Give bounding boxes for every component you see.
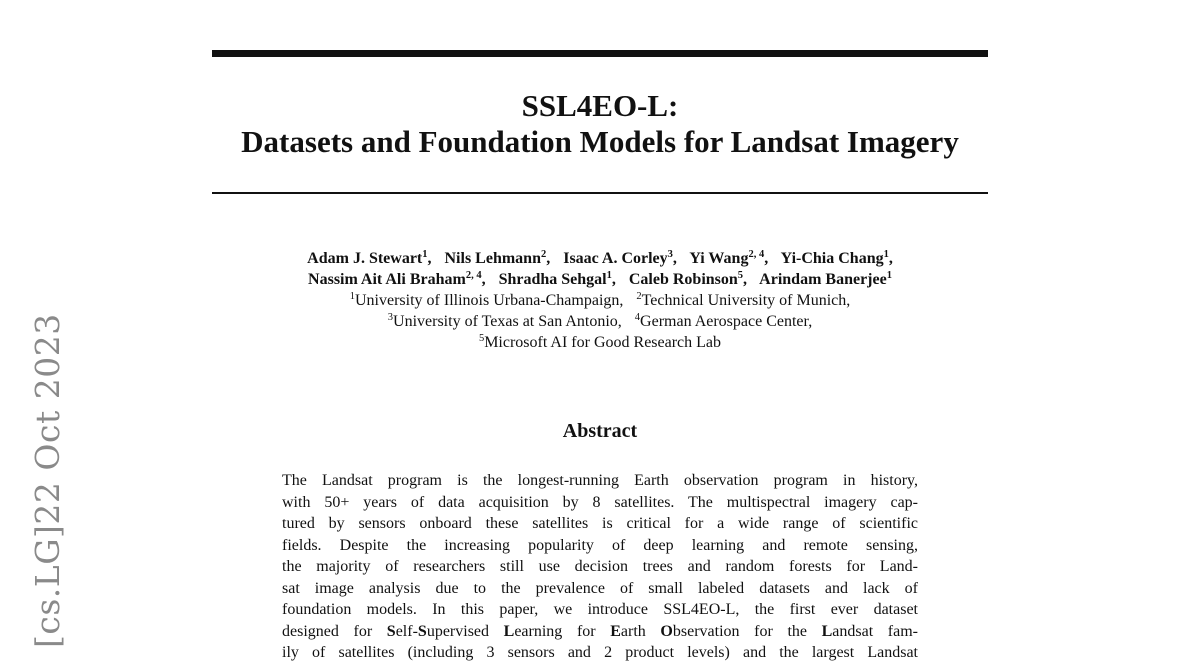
affiliation-line-1 — [212, 290, 988, 311]
affiliation-line-3 — [212, 332, 988, 353]
abstract-line-ssl: designed for Self-Supervised Learning for Earth Observation for the Landsat fam- — [282, 622, 919, 640]
abstract-body — [282, 470, 918, 664]
title-line-2: Datasets and Foundation Models for Landsat Imagery — [241, 124, 959, 159]
author-block — [212, 248, 988, 353]
affiliation: $^4$German Aerospace Center, — [634, 312, 813, 330]
abstract-line-cut: ily of satellites (including 3 sensors and 2 product levels) and the largest Landsat — [282, 644, 918, 661]
arxiv-stamp — [28, 313, 68, 648]
title-bottom-rule — [212, 192, 988, 194]
affiliation: $^1$University of Illinois Urbana-Champaign, — [349, 291, 624, 309]
author: Nassim Ait Ali Braham$^{2, 4}$, — [308, 270, 486, 288]
author: Shradha Sehgal$^1$, — [498, 270, 616, 288]
author: Adam J. Stewart$^1$, — [307, 249, 432, 267]
affiliation: $^3$University of Texas at San Antonio, — [387, 312, 622, 330]
author-line-1 — [212, 248, 988, 269]
author: Caleb Robinson$^5$, — [628, 270, 748, 288]
author: Yi-Chia Chang$^1$, — [780, 249, 893, 267]
abstract-line: the majority of researchers still use decision trees and random forests for Land- — [282, 558, 918, 575]
affiliation: $^5$Microsoft AI for Good Research Lab — [478, 333, 722, 351]
author: Arindam Banerjee$^1$ — [759, 270, 892, 288]
arxiv-date: 22 Oct 2023 — [28, 313, 67, 525]
author-line-2 — [212, 269, 988, 290]
affiliation: $^2$Technical University of Munich, — [636, 291, 851, 309]
title-top-rule — [212, 50, 988, 57]
abstract-line: tured by sensors onboard these satellites is critical for a wide range of scientific — [282, 515, 918, 532]
abstract-line: with 50+ years of data acquisition by 8 satellites. The multispectral imagery cap- — [282, 493, 918, 511]
author: Yi Wang$^{2, 4}$, — [689, 249, 769, 267]
paper-title — [212, 88, 988, 160]
abstract-line: fields. Despite the increasing popularity of deep learning and remote sensing, — [282, 536, 918, 554]
arxiv-category: [cs.LG] — [28, 524, 67, 648]
affiliation-line-2 — [212, 311, 988, 332]
author: Isaac A. Corley$^3$, — [563, 249, 677, 267]
abstract-heading: Abstract — [562, 420, 638, 442]
abstract-line: foundation models. In this paper, we introduce SSL4EO-L, the first ever dataset — [282, 601, 918, 618]
abstract-line: The Landsat program is the longest-running Earth observation program in history, — [282, 472, 918, 489]
author: Nils Lehmann$^2$, — [444, 249, 551, 267]
title-line-1: SSL4EO-L: — [521, 88, 679, 123]
abstract-line: sat image analysis due to the prevalence of small labeled datasets and lack of — [282, 579, 918, 597]
